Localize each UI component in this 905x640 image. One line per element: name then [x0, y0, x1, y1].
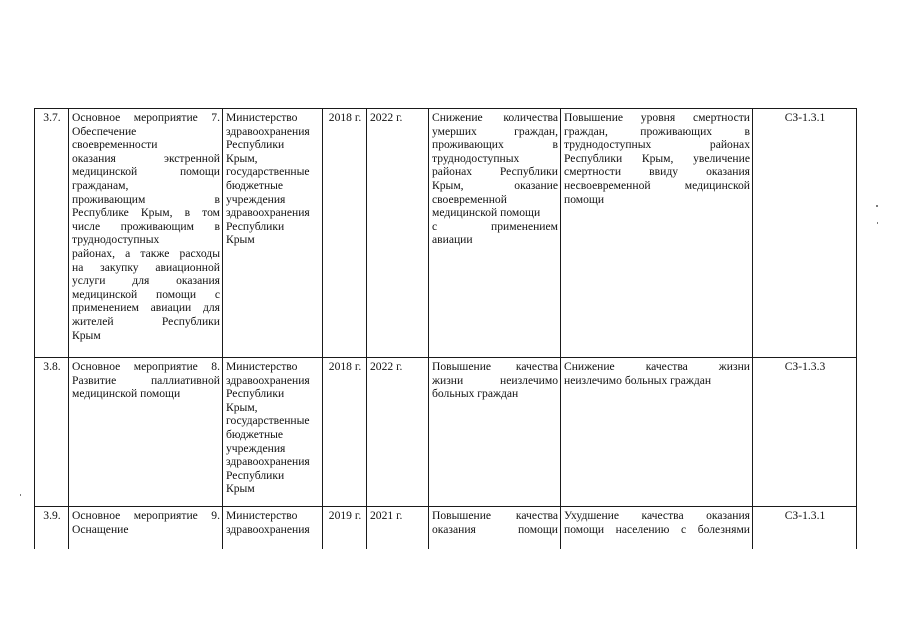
result-line: с применением — [432, 219, 558, 233]
result-cell — [429, 109, 561, 358]
executor-line: Республики — [226, 387, 285, 401]
result-line: жизни неизлечимо — [432, 373, 558, 387]
start-year-cell: 2018 г. — [323, 358, 367, 507]
executor-line: Крым — [226, 233, 255, 247]
event-line: медицинской помощи с — [72, 287, 220, 301]
executor-line: Министерство — [226, 111, 298, 124]
result-line: авиации — [432, 233, 473, 247]
executor-line: государственные — [226, 414, 310, 428]
result-line: Крым, оказание — [432, 178, 558, 192]
row-number: 3.8. — [35, 358, 69, 507]
event-line: гражданам, — [72, 178, 129, 192]
event-line: Основное мероприятие 8. — [72, 360, 220, 373]
event-cell — [69, 109, 223, 358]
executor-line: Республики — [226, 468, 285, 482]
table-row — [35, 358, 857, 507]
consequence-line: несвоевременной медицинской — [564, 178, 750, 192]
start-year-cell: 2018 г. — [323, 109, 367, 358]
row-number: 3.7. — [35, 109, 69, 358]
executor-line: здравоохранения — [226, 455, 310, 469]
consequence-line: помощи — [564, 192, 605, 206]
executor-line: учреждения — [226, 441, 286, 455]
result-cell — [429, 507, 561, 550]
executor-line: здравоохранения — [226, 206, 310, 220]
result-line: труднодоступных — [432, 151, 520, 165]
consequence-cell — [561, 507, 753, 550]
result-cell — [429, 358, 561, 507]
executor-line: здравоохранения — [226, 124, 310, 138]
executor-line: здравоохранения — [226, 373, 310, 387]
executor-line: Министерство — [226, 360, 298, 373]
scan-artifact — [876, 205, 878, 207]
consequence-line: помощи населению с болезнями — [564, 522, 750, 536]
result-line: проживающих в — [432, 138, 558, 152]
executor-line: Крым — [226, 482, 255, 496]
event-line: Основное мероприятие 7. — [72, 111, 220, 124]
event-line: Республике Крым, в том — [72, 206, 220, 220]
consequence-cell — [561, 109, 753, 358]
event-line: Развитие паллиативной — [72, 373, 220, 387]
consequence-line: смертности ввиду оказания — [564, 165, 750, 179]
executor-cell — [223, 109, 323, 358]
executor-cell — [223, 358, 323, 507]
event-line: жителей Республики — [72, 314, 220, 328]
consequence-line: неизлечимо больных граждан — [564, 373, 712, 387]
code-cell: СЗ-1.3.1 — [753, 507, 857, 550]
executor-line: государственные — [226, 165, 310, 179]
result-line: Повышение качества — [432, 509, 558, 522]
event-line: Основное мероприятие 9. — [72, 509, 220, 522]
code-cell: СЗ-1.3.1 — [753, 109, 857, 358]
end-year-cell: 2022 г. — [367, 109, 429, 358]
result-line: умерших граждан, — [432, 124, 558, 138]
event-line: Крым — [72, 328, 101, 342]
consequence-line: Ухудшение качества оказания — [564, 509, 750, 522]
event-line: на закупку авиационной — [72, 260, 220, 274]
result-line: Снижение количества — [432, 111, 558, 124]
event-line: труднодоступных — [72, 233, 160, 247]
table-row — [35, 507, 857, 550]
end-year-cell: 2021 г. — [367, 507, 429, 550]
result-line: своевременной — [432, 192, 507, 206]
event-line: своевременности — [72, 138, 158, 152]
consequence-line: труднодоступных районах — [564, 138, 750, 152]
result-line: оказания помощи — [432, 522, 558, 536]
result-line: медицинской помощи — [432, 206, 541, 220]
executor-line: здравоохранения — [226, 522, 310, 536]
event-line: оказания экстренной — [72, 151, 220, 165]
scan-artifact — [20, 494, 21, 496]
code-cell: СЗ-1.3.3 — [753, 358, 857, 507]
executor-line: бюджетные — [226, 427, 284, 441]
event-cell — [69, 358, 223, 507]
end-year-cell: 2022 г. — [367, 358, 429, 507]
executor-line: Республики — [226, 138, 285, 152]
result-line: больных граждан — [432, 387, 519, 401]
event-line: медицинской помощи — [72, 387, 181, 401]
executor-line: Министерство — [226, 509, 298, 522]
executor-cell — [223, 507, 323, 550]
executor-line: учреждения — [226, 192, 286, 206]
table-row — [35, 109, 857, 358]
event-line: проживающим в — [72, 192, 220, 206]
event-line: районах, а также расходы — [72, 246, 220, 260]
consequence-line: граждан, проживающих в — [564, 124, 750, 138]
executor-line: Крым, — [226, 151, 258, 165]
executor-line: Крым, — [226, 400, 258, 414]
result-line: районах Республики — [432, 165, 558, 179]
event-line: применением авиации для — [72, 301, 220, 315]
program-measures-table — [34, 108, 857, 549]
event-line: Оснащение — [72, 522, 129, 536]
consequence-line: Повышение уровня смертности — [564, 111, 750, 124]
result-line: Повышение качества — [432, 360, 558, 373]
executor-line: бюджетные — [226, 178, 284, 192]
event-line: услуги для оказания — [72, 274, 220, 288]
event-line: Обеспечение — [72, 124, 137, 138]
event-line: медицинской помощи — [72, 165, 220, 179]
consequence-line: Республики Крым, увеличение — [564, 151, 750, 165]
row-number: 3.9. — [35, 507, 69, 550]
event-cell — [69, 507, 223, 550]
consequence-line: Снижение качества жизни — [564, 360, 750, 373]
consequence-cell — [561, 358, 753, 507]
event-line: числе проживающим в — [72, 219, 220, 233]
executor-line: Республики — [226, 219, 285, 233]
scan-artifact — [877, 222, 878, 224]
start-year-cell: 2019 г. — [323, 507, 367, 550]
